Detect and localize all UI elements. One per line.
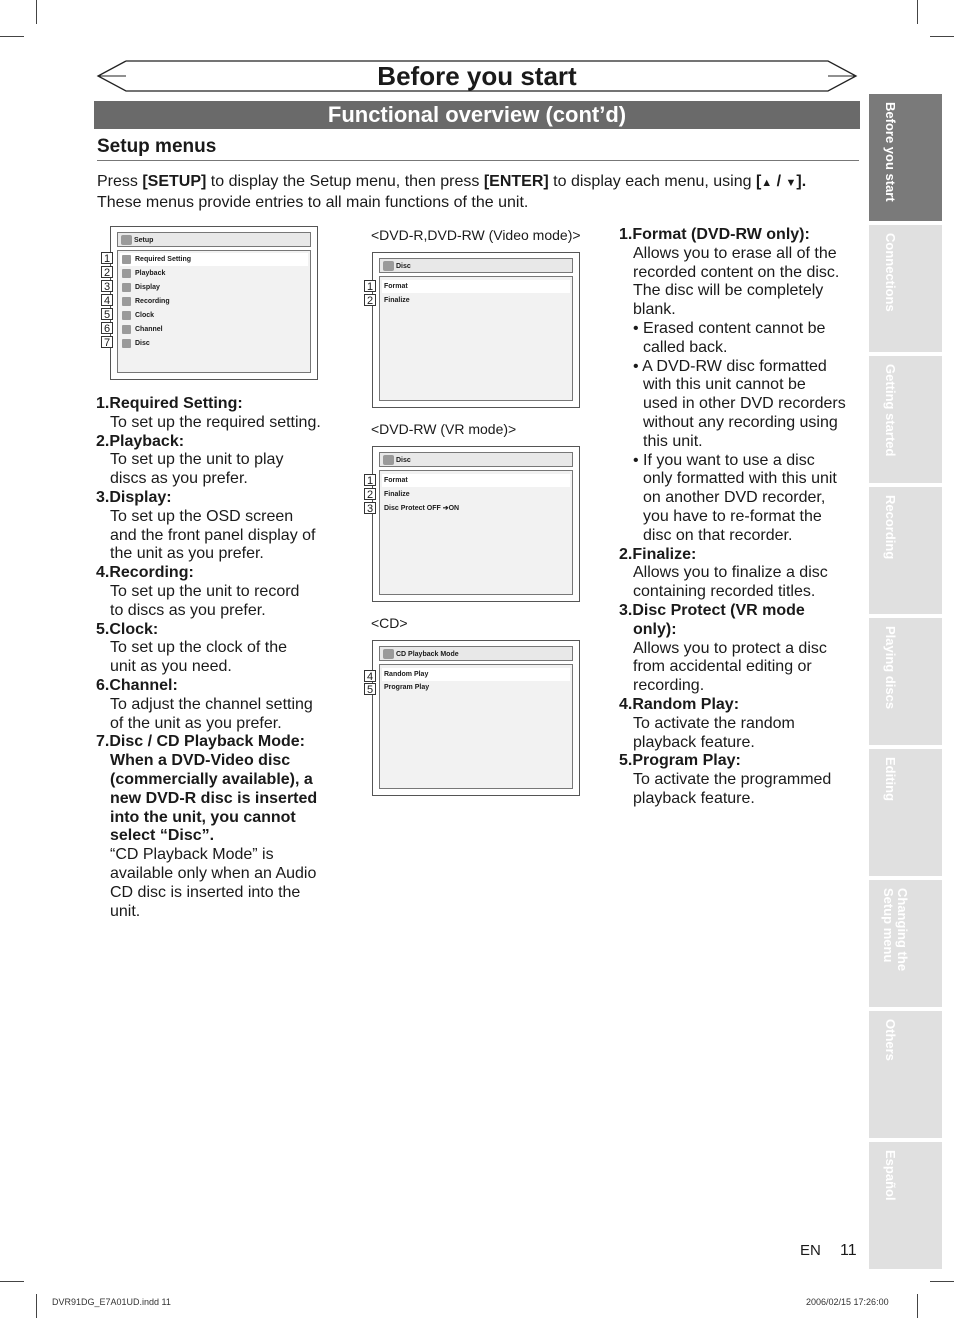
tab-espanol[interactable]: Español bbox=[869, 1142, 942, 1269]
divider bbox=[97, 160, 859, 161]
section-banner: Functional overview (cont’d) bbox=[94, 101, 860, 129]
callout-number: 1 bbox=[364, 280, 376, 292]
callout-number: 2 bbox=[364, 488, 376, 500]
language-label: EN bbox=[800, 1242, 821, 1259]
crop-mark bbox=[930, 36, 954, 37]
menu-item: Finalize bbox=[384, 297, 410, 304]
tab-recording[interactable]: Recording bbox=[869, 487, 942, 614]
callout-number: 4 bbox=[364, 670, 376, 682]
callout-number: 2 bbox=[364, 294, 376, 306]
callout-number: 5 bbox=[101, 308, 113, 320]
crop-mark bbox=[0, 1281, 24, 1282]
menu-list bbox=[379, 276, 573, 401]
callout-number: 1 bbox=[364, 474, 376, 486]
tab-before-you-start[interactable]: Before you start bbox=[869, 94, 942, 221]
crop-mark bbox=[36, 0, 37, 24]
menu-item: Program Play bbox=[384, 684, 430, 691]
callout-number: 3 bbox=[101, 280, 113, 292]
disc-icon bbox=[122, 339, 131, 348]
disc-icon bbox=[383, 261, 394, 271]
right-description-list: 1.Format (DVD-RW only): Allows you to erase all of the recorded content on the disc. The disc will be completely blank. • Erased content cannot be called back. • A DVD-RW disc formatted with this unit cannot be used in other DVD recorders without any recording using this unit. • If you want to use a disc only formatted with this unit on another DVD recorder, you have to re-format the disc on that recorder. 2.Finalize: Allows you to finalize a disc containing recorded titles. 3.Disc Protect (VR mode only): Allows you to protect a disc from accidental editing or recording. 4.Random Play: To activate the random playback feature. 5.Program Play: To activate the programmed playback feature. bbox=[619, 226, 846, 807]
crop-mark bbox=[36, 1294, 37, 1318]
setup-icon bbox=[121, 235, 132, 245]
menu-item: Disc Protect OFF ➔ON bbox=[384, 505, 460, 512]
menu-item: Recording bbox=[120, 295, 308, 308]
menu-item: Finalize bbox=[384, 491, 410, 498]
callout-number: 1 bbox=[101, 252, 113, 264]
crop-mark bbox=[930, 1281, 954, 1282]
callout-number: 6 bbox=[101, 322, 113, 334]
menu-item: Display bbox=[120, 281, 308, 294]
menu-list bbox=[379, 470, 573, 595]
tab-getting-started[interactable]: Getting started bbox=[869, 356, 942, 483]
tab-playing-discs[interactable]: Playing discs bbox=[869, 618, 942, 745]
menu-header: CD Playback Mode bbox=[379, 646, 573, 661]
cd-icon bbox=[383, 649, 394, 659]
callout-number: 2 bbox=[101, 266, 113, 278]
callout-number: 3 bbox=[364, 502, 376, 514]
channel-icon bbox=[122, 325, 131, 334]
menu-item: Required Setting bbox=[120, 253, 308, 266]
down-arrow-icon: ▼ bbox=[785, 177, 797, 189]
menu-item: Random Play bbox=[382, 668, 570, 681]
menu-item: Format bbox=[382, 280, 570, 293]
playback-icon bbox=[122, 269, 131, 278]
menu-header: Disc bbox=[379, 452, 573, 467]
crop-mark bbox=[917, 0, 918, 24]
menu-item: Playback bbox=[120, 267, 308, 280]
screen-caption: <CD> bbox=[371, 615, 408, 631]
menu-list bbox=[379, 664, 573, 789]
clock-icon bbox=[122, 311, 131, 320]
required-setting-icon bbox=[122, 255, 131, 264]
print-timestamp: 2006/02/15 17:26:00 bbox=[806, 1297, 889, 1307]
recording-icon bbox=[122, 297, 131, 306]
left-description-list: 1.Required Setting: To set up the required setting. 2.Playback: To set up the unit to play discs as you prefer. 3.Display: To set up the OSD screen and the front panel display of the unit as you prefer. 4.Recording: To set up the unit to record to discs as you prefer. 5.Clock: To set up the clock of the unit as you need. 6.Channel: To adjust the channel setting of the unit as you prefer. 7.Disc / CD Playback Mode: When a DVD-Video disc (commercially available), a new DVD-R disc is inserted into the unit, you cannot select “Disc”. “CD Playback Mode” is available only when an Audio CD disc is inserted into the unit. bbox=[96, 395, 321, 920]
title-banner bbox=[96, 60, 858, 92]
menu-item: Clock bbox=[120, 309, 308, 322]
file-info: DVR91DG_E7A01UD.indd 11 bbox=[52, 1297, 171, 1307]
screen-caption: <DVD-R,DVD-RW (Video mode)> bbox=[371, 227, 581, 243]
menu-header: Setup bbox=[117, 232, 311, 247]
tab-editing[interactable]: Editing bbox=[869, 749, 942, 876]
tab-connections[interactable]: Connections bbox=[869, 225, 942, 352]
tab-changing-setup-menu[interactable]: Changing the Setup menu bbox=[869, 880, 942, 1007]
callout-number: 4 bbox=[101, 294, 113, 306]
screen-caption: <DVD-RW (VR mode)> bbox=[371, 421, 517, 437]
up-arrow-icon: ▲ bbox=[761, 177, 773, 189]
crop-mark bbox=[0, 36, 24, 37]
menu-header: Disc bbox=[379, 258, 573, 273]
section-heading: Setup menus bbox=[97, 136, 217, 157]
crop-mark bbox=[917, 1294, 918, 1318]
menu-list bbox=[117, 250, 311, 373]
display-icon bbox=[122, 283, 131, 292]
callout-number: 5 bbox=[364, 683, 376, 695]
vr-mode-disc-screen bbox=[372, 446, 580, 602]
disc-icon bbox=[383, 455, 394, 465]
tab-others[interactable]: Others bbox=[869, 1011, 942, 1138]
menu-item: Format bbox=[382, 474, 570, 487]
menu-item: Channel bbox=[120, 323, 308, 336]
setup-menu-screen bbox=[110, 226, 318, 380]
intro-text: Press [SETUP] to display the Setup menu, then press [ENTER] to display each menu, using [▲ / ▼]. These menus provide entries to all main functions of the unit. bbox=[97, 173, 807, 211]
page-title: Before you start bbox=[377, 61, 577, 91]
page-number: 11 bbox=[840, 1242, 857, 1259]
callout-number: 7 bbox=[101, 336, 113, 348]
cd-playback-mode-screen bbox=[372, 640, 580, 796]
menu-item: Disc bbox=[120, 337, 308, 350]
video-mode-disc-screen bbox=[372, 252, 580, 408]
